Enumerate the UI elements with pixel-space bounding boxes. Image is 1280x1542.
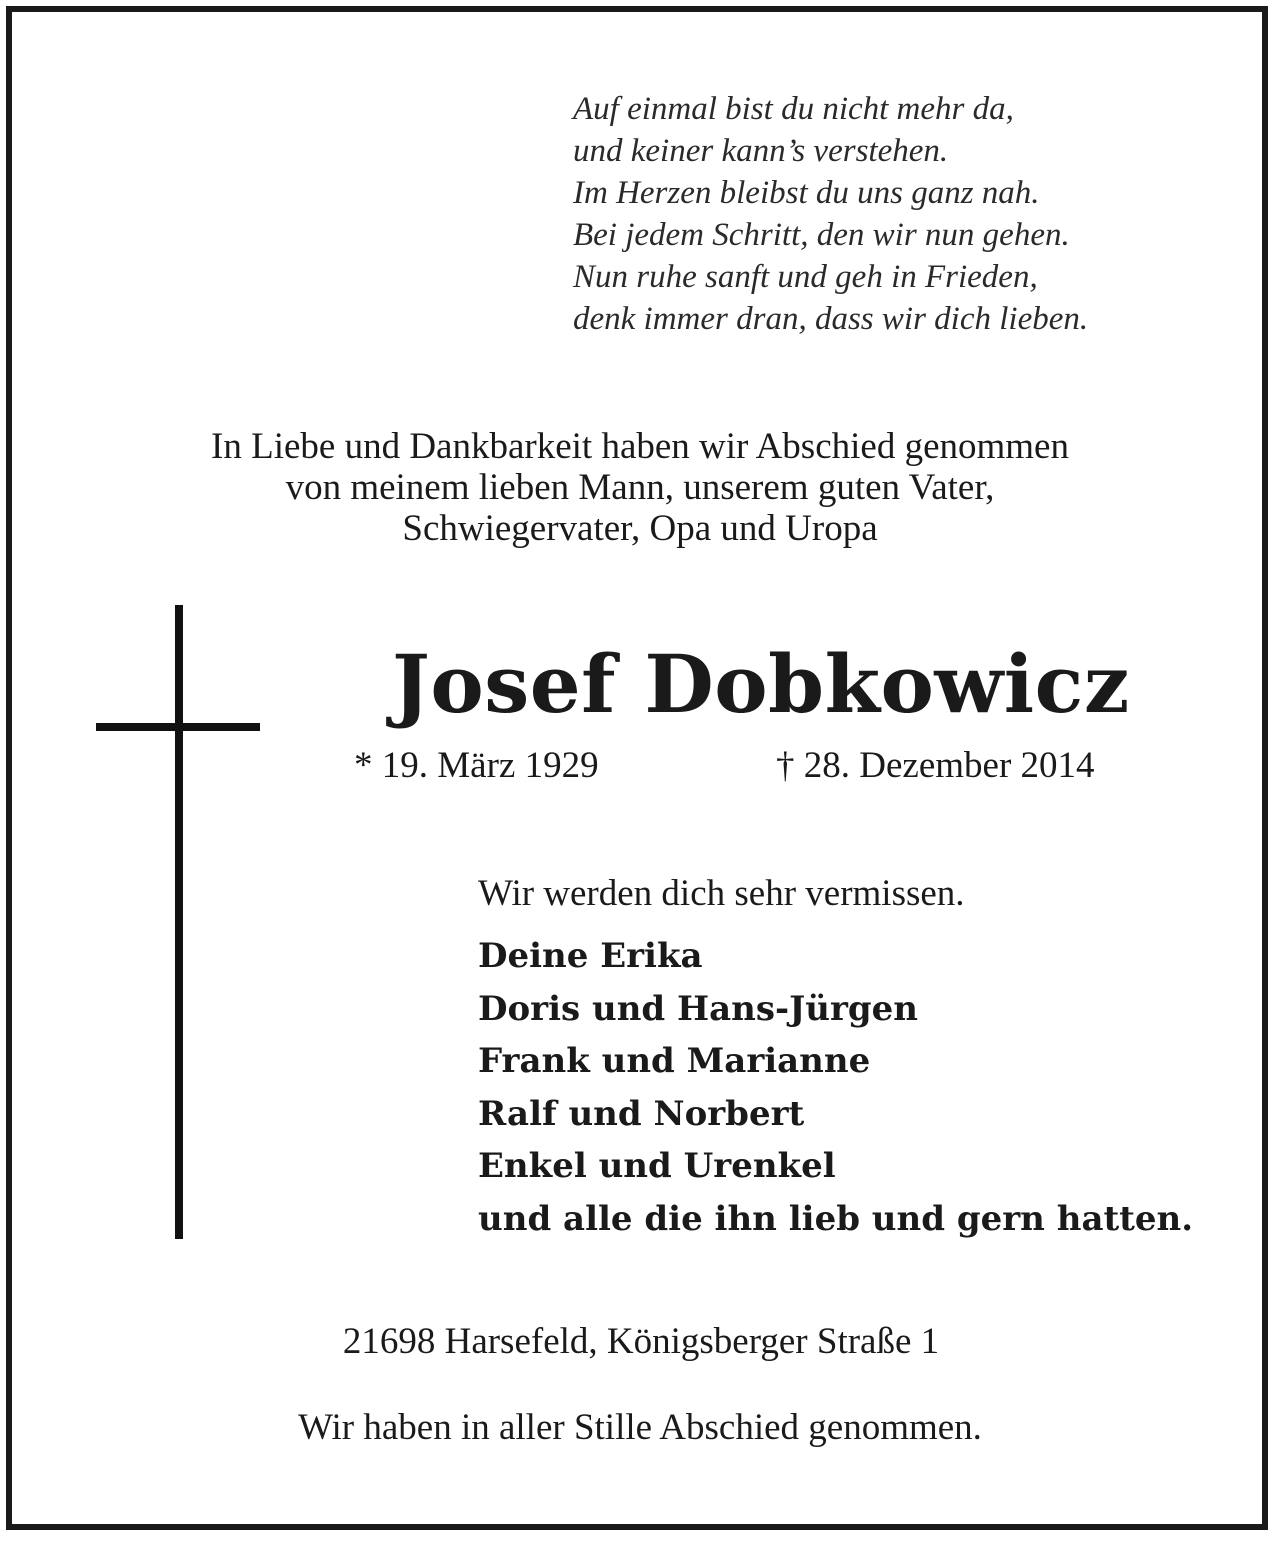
family-line: Frank und Marianne xyxy=(478,1041,871,1081)
closing-text: Wir haben in aller Stille Abschied genommen. xyxy=(298,1407,982,1448)
family-line: Ralf und Norbert xyxy=(478,1093,805,1134)
birth-date: * 19. März 1929 xyxy=(354,745,599,786)
intro-line: Schwiegervater, Opa und Uropa xyxy=(402,508,878,549)
intro-text xyxy=(0,426,1280,549)
poem-line: Bei jedem Schritt, den wir nun gehen. xyxy=(573,217,1070,253)
poem-line: und keiner kann’s verstehen. xyxy=(573,133,949,169)
poem-line: Im Herzen bleibst du uns ganz nah. xyxy=(573,175,1040,211)
cross-icon-bar xyxy=(96,723,260,731)
poem xyxy=(573,88,1253,340)
poem-line: Auf einmal bist du nicht mehr da, xyxy=(573,91,1014,127)
poem-line: denk immer dran, dass wir dich lieben. xyxy=(573,301,1089,337)
family-line: Deine Erika xyxy=(478,936,703,976)
intro-line: In Liebe und Dankbarkeit haben wir Abschied genommen xyxy=(211,426,1069,467)
address-text: 21698 Harsefeld, Königsberger Straße 1 xyxy=(342,1321,940,1362)
cross-icon xyxy=(175,605,183,1239)
address xyxy=(0,1320,1280,1364)
poem-line: Nun ruhe sanft und geh in Frieden, xyxy=(573,259,1038,295)
death-date: † 28. Dezember 2014 xyxy=(776,745,1095,786)
farewell-message: Wir werden dich sehr vermissen. xyxy=(478,873,965,914)
deceased-name: Josef Dobkowicz xyxy=(392,637,1130,731)
intro-line: von meinem lieben Mann, unserem guten Vater, xyxy=(285,467,995,508)
family-line: Enkel und Urenkel xyxy=(478,1146,836,1186)
family-line: Doris und Hans-Jürgen xyxy=(478,988,918,1029)
family-list xyxy=(478,930,1238,1245)
family-line: und alle die ihn lieb und gern hatten. xyxy=(478,1198,1194,1239)
